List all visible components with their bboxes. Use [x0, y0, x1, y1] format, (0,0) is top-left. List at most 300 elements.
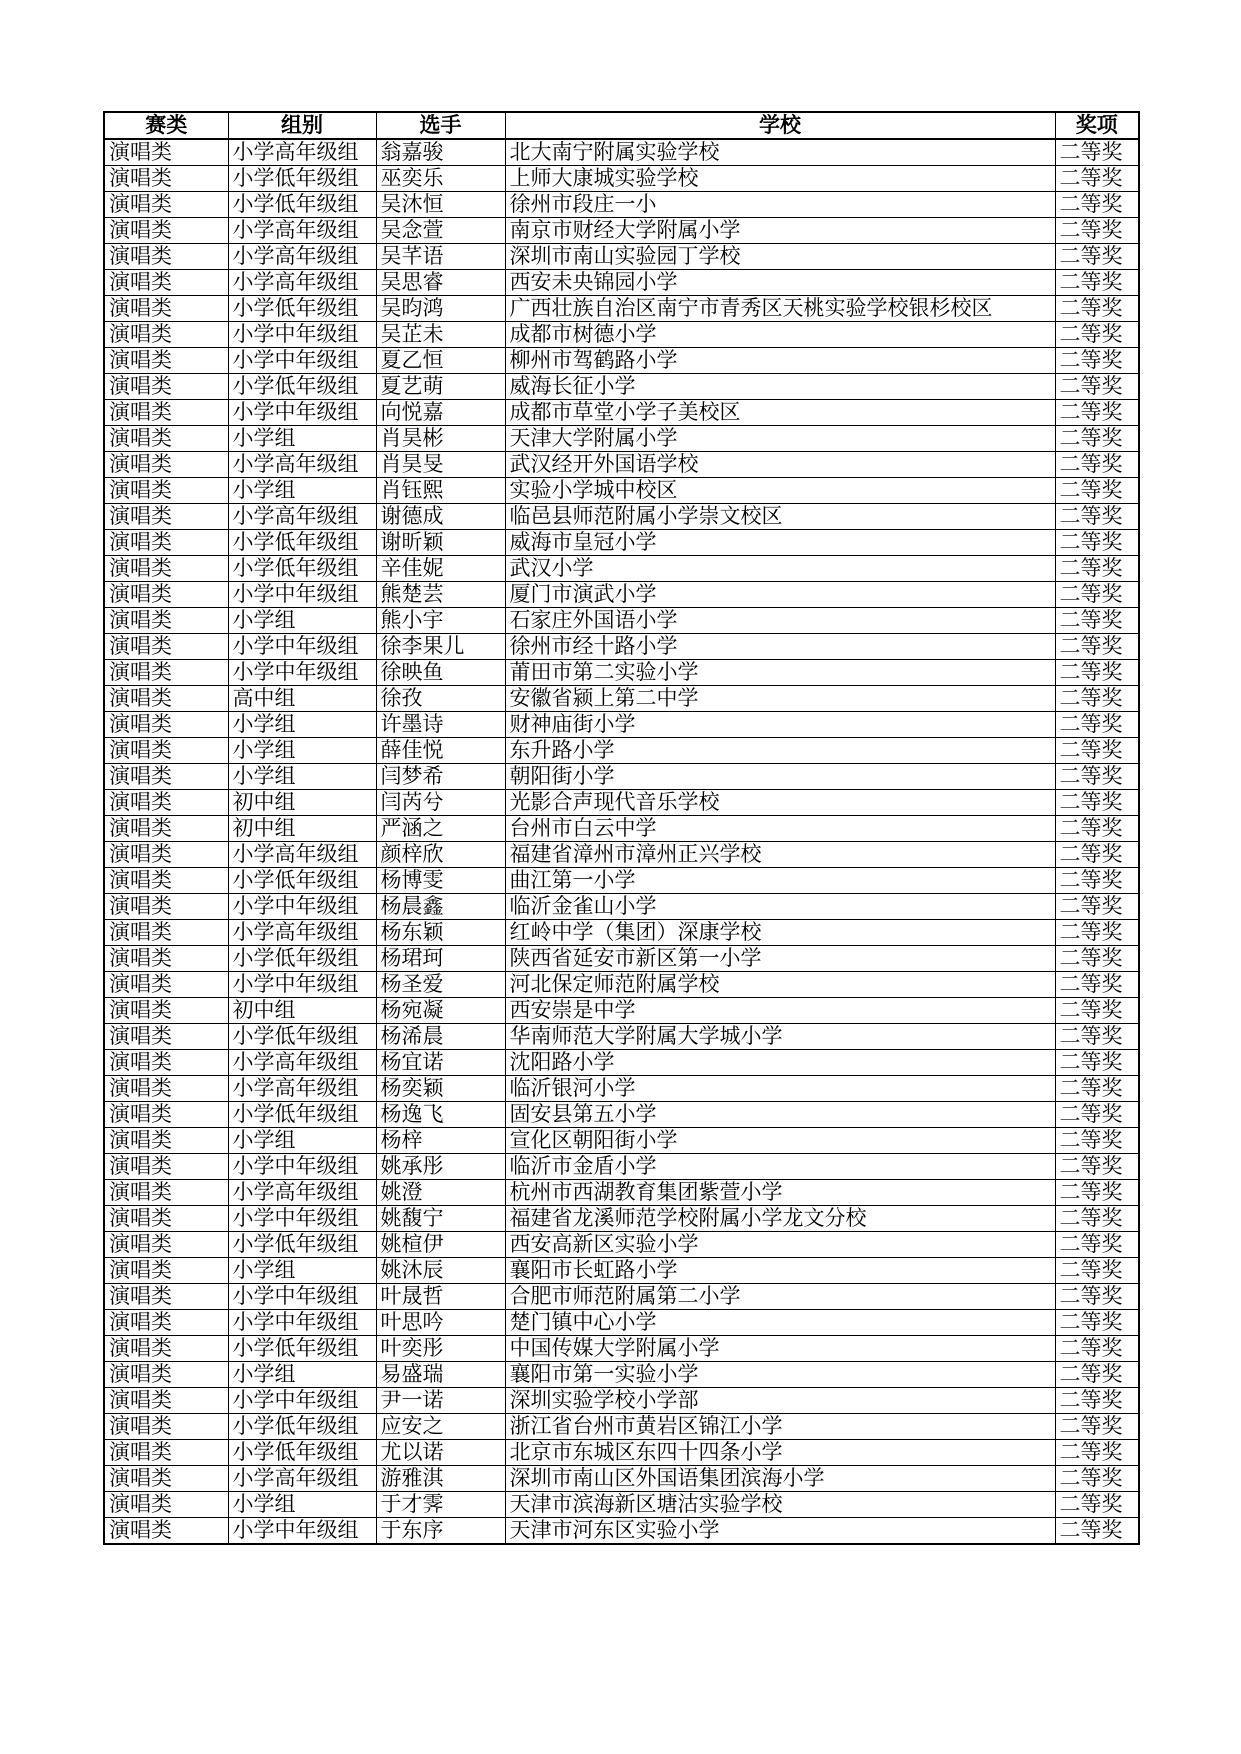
- cell-award: 二等奖: [1055, 634, 1139, 660]
- table-row: [104, 1232, 1139, 1258]
- cell-contestant: 杨圣爱: [376, 972, 505, 998]
- cell-award: 二等奖: [1055, 582, 1139, 608]
- cell-school: 曲江第一小学: [505, 868, 1055, 894]
- cell-contestant: 尤以诺: [376, 1440, 505, 1466]
- cell-contestant: 辛佳妮: [376, 556, 505, 582]
- cell-school: 财神庙街小学: [505, 712, 1055, 738]
- table-header-row: [104, 112, 1139, 139]
- cell-contestant: 姚楦伊: [376, 1232, 505, 1258]
- table-row: [104, 894, 1139, 920]
- cell-award: 二等奖: [1055, 426, 1139, 452]
- cell-category: 演唱类: [104, 894, 228, 920]
- table-row: [104, 920, 1139, 946]
- table-row: [104, 868, 1139, 894]
- cell-group: 小学高年级组: [228, 218, 376, 244]
- cell-group: 小学低年级组: [228, 166, 376, 192]
- cell-contestant: 肖钰熙: [376, 478, 505, 504]
- cell-category: 演唱类: [104, 1336, 228, 1362]
- cell-category: 演唱类: [104, 374, 228, 400]
- cell-category: 演唱类: [104, 478, 228, 504]
- cell-category: 演唱类: [104, 686, 228, 712]
- cell-school: 成都市草堂小学子美校区: [505, 400, 1055, 426]
- cell-contestant: 谢德成: [376, 504, 505, 530]
- table-row: [104, 1414, 1139, 1440]
- cell-award: 二等奖: [1055, 322, 1139, 348]
- cell-school: 光影合声现代音乐学校: [505, 790, 1055, 816]
- cell-award: 二等奖: [1055, 738, 1139, 764]
- cell-contestant: 姚澄: [376, 1180, 505, 1206]
- cell-award: 二等奖: [1055, 1154, 1139, 1180]
- cell-category: 演唱类: [104, 790, 228, 816]
- cell-award: 二等奖: [1055, 816, 1139, 842]
- cell-category: 演唱类: [104, 400, 228, 426]
- cell-contestant: 叶思吟: [376, 1310, 505, 1336]
- cell-contestant: 杨宛凝: [376, 998, 505, 1024]
- cell-category: 演唱类: [104, 1440, 228, 1466]
- cell-award: 二等奖: [1055, 1102, 1139, 1128]
- cell-category: 演唱类: [104, 1284, 228, 1310]
- cell-contestant: 谢昕颖: [376, 530, 505, 556]
- cell-school: 柳州市驾鹤路小学: [505, 348, 1055, 374]
- table-row: [104, 192, 1139, 218]
- cell-school: 台州市白云中学: [505, 816, 1055, 842]
- cell-contestant: 夏乙恒: [376, 348, 505, 374]
- cell-contestant: 姚承彤: [376, 1154, 505, 1180]
- table-row: [104, 218, 1139, 244]
- cell-award: 二等奖: [1055, 608, 1139, 634]
- cell-contestant: 杨晨鑫: [376, 894, 505, 920]
- cell-category: 演唱类: [104, 1076, 228, 1102]
- table-body: [104, 139, 1139, 1544]
- cell-category: 演唱类: [104, 998, 228, 1024]
- cell-school: 福建省龙溪师范学校附属小学龙文分校: [505, 1206, 1055, 1232]
- cell-award: 二等奖: [1055, 1388, 1139, 1414]
- table-row: [104, 972, 1139, 998]
- cell-category: 演唱类: [104, 452, 228, 478]
- table-row: [104, 686, 1139, 712]
- cell-group: 小学低年级组: [228, 1024, 376, 1050]
- cell-school: 深圳实验学校小学部: [505, 1388, 1055, 1414]
- cell-award: 二等奖: [1055, 478, 1139, 504]
- cell-category: 演唱类: [104, 1154, 228, 1180]
- cell-category: 演唱类: [104, 1232, 228, 1258]
- table-row: [104, 1050, 1139, 1076]
- award-table: [103, 111, 1140, 1545]
- cell-school: 临沂金雀山小学: [505, 894, 1055, 920]
- cell-contestant: 吴念萱: [376, 218, 505, 244]
- cell-group: 初中组: [228, 998, 376, 1024]
- cell-school: 武汉小学: [505, 556, 1055, 582]
- cell-group: 小学低年级组: [228, 374, 376, 400]
- column-header-category: 赛类: [104, 112, 228, 139]
- table-row: [104, 452, 1139, 478]
- cell-contestant: 肖昊旻: [376, 452, 505, 478]
- cell-group: 小学组: [228, 426, 376, 452]
- cell-school: 襄阳市长虹路小学: [505, 1258, 1055, 1284]
- cell-category: 演唱类: [104, 972, 228, 998]
- cell-school: 临沂市金盾小学: [505, 1154, 1055, 1180]
- cell-contestant: 熊楚芸: [376, 582, 505, 608]
- table-row: [104, 322, 1139, 348]
- cell-award: 二等奖: [1055, 660, 1139, 686]
- table-row: [104, 1206, 1139, 1232]
- cell-group: 小学高年级组: [228, 504, 376, 530]
- cell-school: 临沂银河小学: [505, 1076, 1055, 1102]
- table-row: [104, 1076, 1139, 1102]
- cell-contestant: 杨博雯: [376, 868, 505, 894]
- cell-award: 二等奖: [1055, 1024, 1139, 1050]
- cell-group: 小学组: [228, 608, 376, 634]
- cell-category: 演唱类: [104, 1466, 228, 1492]
- table-row: [104, 660, 1139, 686]
- cell-category: 演唱类: [104, 1492, 228, 1518]
- column-header-school: 学校: [505, 112, 1055, 139]
- cell-category: 演唱类: [104, 1128, 228, 1154]
- cell-award: 二等奖: [1055, 1128, 1139, 1154]
- cell-school: 河北保定师范附属学校: [505, 972, 1055, 998]
- cell-contestant: 闫芮兮: [376, 790, 505, 816]
- cell-contestant: 姚沐辰: [376, 1258, 505, 1284]
- cell-category: 演唱类: [104, 582, 228, 608]
- cell-contestant: 杨梓: [376, 1128, 505, 1154]
- cell-group: 小学组: [228, 764, 376, 790]
- cell-category: 演唱类: [104, 1180, 228, 1206]
- cell-group: 小学低年级组: [228, 192, 376, 218]
- cell-school: 北大南宁附属实验学校: [505, 139, 1055, 166]
- cell-group: 小学高年级组: [228, 842, 376, 868]
- cell-school: 石家庄外国语小学: [505, 608, 1055, 634]
- cell-category: 演唱类: [104, 1258, 228, 1284]
- cell-contestant: 徐孜: [376, 686, 505, 712]
- cell-school: 襄阳市第一实验小学: [505, 1362, 1055, 1388]
- cell-group: 小学组: [228, 1128, 376, 1154]
- cell-school: 武汉经开外国语学校: [505, 452, 1055, 478]
- table-row: [104, 1388, 1139, 1414]
- cell-award: 二等奖: [1055, 1284, 1139, 1310]
- cell-category: 演唱类: [104, 764, 228, 790]
- cell-school: 楚门镇中心小学: [505, 1310, 1055, 1336]
- cell-group: 小学中年级组: [228, 1310, 376, 1336]
- cell-category: 演唱类: [104, 1050, 228, 1076]
- cell-school: 西安未央锦园小学: [505, 270, 1055, 296]
- cell-school: 合肥市师范附属第二小学: [505, 1284, 1055, 1310]
- cell-group: 小学组: [228, 1362, 376, 1388]
- cell-category: 演唱类: [104, 348, 228, 374]
- cell-category: 演唱类: [104, 816, 228, 842]
- cell-group: 小学中年级组: [228, 582, 376, 608]
- cell-category: 演唱类: [104, 946, 228, 972]
- cell-category: 演唱类: [104, 1310, 228, 1336]
- cell-category: 演唱类: [104, 139, 228, 166]
- cell-contestant: 于东序: [376, 1518, 505, 1545]
- cell-contestant: 易盛瑞: [376, 1362, 505, 1388]
- cell-award: 二等奖: [1055, 1440, 1139, 1466]
- cell-award: 二等奖: [1055, 1492, 1139, 1518]
- table-row: [104, 426, 1139, 452]
- cell-contestant: 严涵之: [376, 816, 505, 842]
- cell-category: 演唱类: [104, 712, 228, 738]
- cell-school: 徐州市段庄一小: [505, 192, 1055, 218]
- cell-category: 演唱类: [104, 1388, 228, 1414]
- cell-contestant: 叶奕彤: [376, 1336, 505, 1362]
- cell-group: 小学中年级组: [228, 1284, 376, 1310]
- cell-contestant: 许墨诗: [376, 712, 505, 738]
- table-row: [104, 400, 1139, 426]
- table-row: [104, 1440, 1139, 1466]
- cell-school: 西安高新区实验小学: [505, 1232, 1055, 1258]
- cell-group: 高中组: [228, 686, 376, 712]
- cell-category: 演唱类: [104, 634, 228, 660]
- table-row: [104, 1336, 1139, 1362]
- cell-contestant: 吴沐恒: [376, 192, 505, 218]
- cell-group: 小学中年级组: [228, 1154, 376, 1180]
- cell-award: 二等奖: [1055, 1466, 1139, 1492]
- cell-award: 二等奖: [1055, 218, 1139, 244]
- cell-group: 初中组: [228, 790, 376, 816]
- cell-group: 小学中年级组: [228, 1388, 376, 1414]
- cell-award: 二等奖: [1055, 1258, 1139, 1284]
- table-row: [104, 1128, 1139, 1154]
- cell-category: 演唱类: [104, 608, 228, 634]
- cell-school: 杭州市西湖教育集团紫萱小学: [505, 1180, 1055, 1206]
- table-row: [104, 1154, 1139, 1180]
- cell-contestant: 姚馥宁: [376, 1206, 505, 1232]
- cell-category: 演唱类: [104, 1362, 228, 1388]
- cell-group: 小学低年级组: [228, 1232, 376, 1258]
- cell-contestant: 夏艺萌: [376, 374, 505, 400]
- cell-school: 福建省漳州市漳州正兴学校: [505, 842, 1055, 868]
- cell-group: 小学高年级组: [228, 1076, 376, 1102]
- table-row: [104, 244, 1139, 270]
- cell-award: 二等奖: [1055, 894, 1139, 920]
- cell-contestant: 吴昀鸿: [376, 296, 505, 322]
- cell-group: 小学中年级组: [228, 348, 376, 374]
- cell-school: 中国传媒大学附属小学: [505, 1336, 1055, 1362]
- cell-award: 二等奖: [1055, 1206, 1139, 1232]
- cell-group: 小学组: [228, 712, 376, 738]
- cell-school: 北京市东城区东四十四条小学: [505, 1440, 1055, 1466]
- cell-award: 二等奖: [1055, 842, 1139, 868]
- cell-group: 初中组: [228, 816, 376, 842]
- cell-school: 上师大康城实验学校: [505, 166, 1055, 192]
- table-row: [104, 738, 1139, 764]
- cell-award: 二等奖: [1055, 1180, 1139, 1206]
- cell-school: 广西壮族自治区南宁市青秀区天桃实验学校银杉校区: [505, 296, 1055, 322]
- cell-category: 演唱类: [104, 556, 228, 582]
- cell-school: 陕西省延安市新区第一小学: [505, 946, 1055, 972]
- cell-school: 威海长征小学: [505, 374, 1055, 400]
- table-row: [104, 296, 1139, 322]
- cell-award: 二等奖: [1055, 1414, 1139, 1440]
- cell-group: 小学中年级组: [228, 322, 376, 348]
- cell-award: 二等奖: [1055, 946, 1139, 972]
- cell-group: 小学高年级组: [228, 920, 376, 946]
- table-row: [104, 1102, 1139, 1128]
- cell-category: 演唱类: [104, 530, 228, 556]
- table-row: [104, 634, 1139, 660]
- cell-contestant: 杨珺珂: [376, 946, 505, 972]
- cell-award: 二等奖: [1055, 972, 1139, 998]
- cell-category: 演唱类: [104, 426, 228, 452]
- cell-category: 演唱类: [104, 504, 228, 530]
- table-row: [104, 1258, 1139, 1284]
- cell-group: 小学低年级组: [228, 1440, 376, 1466]
- cell-school: 深圳市南山实验园丁学校: [505, 244, 1055, 270]
- cell-category: 演唱类: [104, 322, 228, 348]
- table-row: [104, 998, 1139, 1024]
- cell-category: 演唱类: [104, 1206, 228, 1232]
- table-row: [104, 1492, 1139, 1518]
- cell-contestant: 吴芊语: [376, 244, 505, 270]
- cell-contestant: 肖昊彬: [376, 426, 505, 452]
- cell-award: 二等奖: [1055, 1232, 1139, 1258]
- cell-school: 天津市滨海新区塘沽实验学校: [505, 1492, 1055, 1518]
- cell-award: 二等奖: [1055, 1336, 1139, 1362]
- cell-award: 二等奖: [1055, 556, 1139, 582]
- cell-group: 小学组: [228, 738, 376, 764]
- cell-contestant: 闫梦希: [376, 764, 505, 790]
- table-row: [104, 139, 1139, 166]
- cell-award: 二等奖: [1055, 244, 1139, 270]
- cell-category: 演唱类: [104, 660, 228, 686]
- cell-school: 东升路小学: [505, 738, 1055, 764]
- cell-group: 小学中年级组: [228, 400, 376, 426]
- cell-category: 演唱类: [104, 244, 228, 270]
- table-row: [104, 764, 1139, 790]
- cell-category: 演唱类: [104, 218, 228, 244]
- cell-contestant: 应安之: [376, 1414, 505, 1440]
- table-row: [104, 712, 1139, 738]
- cell-group: 小学中年级组: [228, 1206, 376, 1232]
- cell-school: 威海市皇冠小学: [505, 530, 1055, 556]
- cell-category: 演唱类: [104, 920, 228, 946]
- cell-group: 小学高年级组: [228, 1180, 376, 1206]
- cell-school: 莆田市第二实验小学: [505, 660, 1055, 686]
- table-row: [104, 478, 1139, 504]
- cell-group: 小学中年级组: [228, 634, 376, 660]
- column-header-contestant: 选手: [376, 112, 505, 139]
- cell-school: 华南师范大学附属大学城小学: [505, 1024, 1055, 1050]
- cell-group: 小学高年级组: [228, 1050, 376, 1076]
- cell-group: 小学高年级组: [228, 139, 376, 166]
- cell-contestant: 吴思睿: [376, 270, 505, 296]
- cell-group: 小学低年级组: [228, 556, 376, 582]
- cell-award: 二等奖: [1055, 452, 1139, 478]
- cell-group: 小学组: [228, 1258, 376, 1284]
- cell-award: 二等奖: [1055, 764, 1139, 790]
- cell-contestant: 徐映鱼: [376, 660, 505, 686]
- cell-award: 二等奖: [1055, 1076, 1139, 1102]
- cell-group: 小学中年级组: [228, 894, 376, 920]
- cell-group: 小学中年级组: [228, 972, 376, 998]
- cell-award: 二等奖: [1055, 686, 1139, 712]
- cell-group: 小学高年级组: [228, 1466, 376, 1492]
- cell-award: 二等奖: [1055, 296, 1139, 322]
- cell-school: 南京市财经大学附属小学: [505, 218, 1055, 244]
- cell-award: 二等奖: [1055, 790, 1139, 816]
- cell-contestant: 杨宜诺: [376, 1050, 505, 1076]
- table-row: [104, 530, 1139, 556]
- cell-school: 固安县第五小学: [505, 1102, 1055, 1128]
- table-row: [104, 1284, 1139, 1310]
- cell-group: 小学低年级组: [228, 868, 376, 894]
- cell-school: 实验小学城中校区: [505, 478, 1055, 504]
- cell-award: 二等奖: [1055, 504, 1139, 530]
- cell-category: 演唱类: [104, 1024, 228, 1050]
- cell-award: 二等奖: [1055, 139, 1139, 166]
- cell-school: 徐州市经十路小学: [505, 634, 1055, 660]
- cell-contestant: 薛佳悦: [376, 738, 505, 764]
- cell-contestant: 向悦嘉: [376, 400, 505, 426]
- cell-school: 天津大学附属小学: [505, 426, 1055, 452]
- cell-award: 二等奖: [1055, 1310, 1139, 1336]
- table-row: [104, 946, 1139, 972]
- table-row: [104, 348, 1139, 374]
- cell-school: 宣化区朝阳街小学: [505, 1128, 1055, 1154]
- cell-category: 演唱类: [104, 296, 228, 322]
- table-row: [104, 504, 1139, 530]
- cell-award: 二等奖: [1055, 270, 1139, 296]
- column-header-award: 奖项: [1055, 112, 1139, 139]
- cell-award: 二等奖: [1055, 868, 1139, 894]
- cell-group: 小学低年级组: [228, 946, 376, 972]
- table-row: [104, 816, 1139, 842]
- cell-category: 演唱类: [104, 192, 228, 218]
- cell-award: 二等奖: [1055, 1050, 1139, 1076]
- cell-contestant: 游雅淇: [376, 1466, 505, 1492]
- cell-group: 小学组: [228, 1492, 376, 1518]
- cell-group: 小学高年级组: [228, 452, 376, 478]
- cell-contestant: 杨逸飞: [376, 1102, 505, 1128]
- cell-contestant: 翁嘉骏: [376, 139, 505, 166]
- cell-award: 二等奖: [1055, 1362, 1139, 1388]
- cell-award: 二等奖: [1055, 920, 1139, 946]
- table-row: [104, 582, 1139, 608]
- cell-group: 小学低年级组: [228, 1336, 376, 1362]
- cell-contestant: 吴芷未: [376, 322, 505, 348]
- cell-school: 厦门市演武小学: [505, 582, 1055, 608]
- cell-school: 浙江省台州市黄岩区锦江小学: [505, 1414, 1055, 1440]
- cell-group: 小学高年级组: [228, 244, 376, 270]
- cell-school: 临邑县师范附属小学崇文校区: [505, 504, 1055, 530]
- table-row: [104, 1362, 1139, 1388]
- cell-award: 二等奖: [1055, 192, 1139, 218]
- cell-contestant: 杨东颖: [376, 920, 505, 946]
- cell-school: 天津市河东区实验小学: [505, 1518, 1055, 1545]
- cell-school: 红岭中学（集团）深康学校: [505, 920, 1055, 946]
- cell-contestant: 于才霁: [376, 1492, 505, 1518]
- table-row: [104, 1024, 1139, 1050]
- cell-category: 演唱类: [104, 868, 228, 894]
- table-row: [104, 270, 1139, 296]
- cell-group: 小学组: [228, 478, 376, 504]
- table-row: [104, 608, 1139, 634]
- cell-category: 演唱类: [104, 270, 228, 296]
- cell-contestant: 叶晟哲: [376, 1284, 505, 1310]
- cell-school: 沈阳路小学: [505, 1050, 1055, 1076]
- cell-school: 成都市树德小学: [505, 322, 1055, 348]
- cell-group: 小学高年级组: [228, 270, 376, 296]
- cell-award: 二等奖: [1055, 348, 1139, 374]
- column-header-group: 组别: [228, 112, 376, 139]
- table-row: [104, 1310, 1139, 1336]
- table-row: [104, 556, 1139, 582]
- cell-category: 演唱类: [104, 1518, 228, 1545]
- table-row: [104, 374, 1139, 400]
- cell-school: 西安崇是中学: [505, 998, 1055, 1024]
- cell-group: 小学中年级组: [228, 660, 376, 686]
- cell-contestant: 巫奕乐: [376, 166, 505, 192]
